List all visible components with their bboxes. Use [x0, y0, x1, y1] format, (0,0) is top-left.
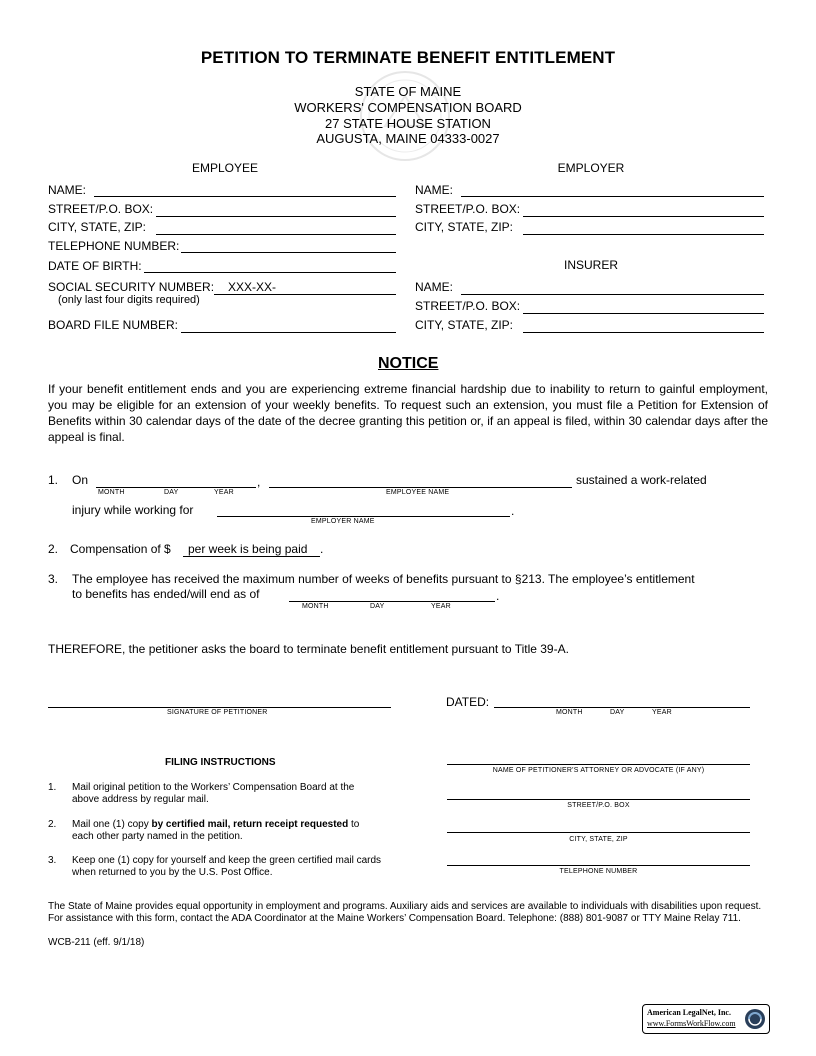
- employee-board-file-label: BOARD FILE NUMBER:: [48, 318, 179, 332]
- employee-name-item1-field[interactable]: [269, 487, 572, 488]
- dated-year-label: YEAR: [652, 709, 672, 716]
- item-1-sustained: sustained a work-related: [576, 473, 707, 487]
- employee-street-label: STREET/P.O. BOX:: [48, 202, 154, 216]
- filing-3-number: 3.: [48, 855, 57, 866]
- notice-heading: NOTICE: [378, 355, 439, 372]
- employer-name-item1-field[interactable]: [217, 516, 510, 517]
- employee-ssn-label: SOCIAL SECURITY NUMBER:: [48, 280, 215, 294]
- filing-2-text: Mail one (1) copy by certified mail, return receipt requested to each other party named in the petition.: [72, 819, 360, 842]
- employee-phone-label: TELEPHONE NUMBER:: [48, 239, 180, 253]
- attorney-phone-field[interactable]: [447, 865, 750, 866]
- filing-instructions-heading: FILING INSTRUCTIONS: [165, 757, 276, 768]
- item-2-number: 2.: [48, 542, 59, 556]
- compensation-amount-field[interactable]: [183, 556, 320, 557]
- employer-name-field[interactable]: [461, 196, 764, 197]
- employee-phone-field[interactable]: [181, 252, 396, 253]
- form-title: PETITION TO TERMINATE BENEFIT ENTITLEMENT: [200, 48, 616, 67]
- employee-name-field[interactable]: [94, 196, 396, 197]
- employee-dob-field[interactable]: [144, 272, 396, 273]
- item-3-period: .: [496, 589, 500, 603]
- item-1-number: 1.: [48, 473, 59, 487]
- employer-street-label: STREET/P.O. BOX:: [415, 202, 521, 216]
- employee-heading: EMPLOYEE: [191, 161, 259, 175]
- item-1-comma: ,: [257, 475, 261, 489]
- logo-url-link[interactable]: www.FormsWorkFlow.com: [647, 1019, 736, 1028]
- legalnet-logo[interactable]: [642, 1004, 770, 1034]
- globe-icon: [744, 1008, 766, 1030]
- item-1-on: On: [72, 473, 89, 487]
- insurer-city-field[interactable]: [523, 332, 764, 333]
- insurer-street-label: STREET/P.O. BOX:: [415, 299, 521, 313]
- employee-name-label: NAME:: [48, 183, 87, 197]
- dated-day-label: DAY: [610, 709, 625, 716]
- filing-3-text: Keep one (1) copy for yourself and keep the green certified mail cards when returned to you by the U.S. Post Office.: [72, 855, 382, 878]
- therefore-statement: THEREFORE, the petitioner asks the board to terminate benefit entitlement pursuant to Title 39-A.: [48, 642, 569, 656]
- attorney-name-field[interactable]: [447, 764, 750, 765]
- attorney-name-label: NAME OF PETITIONER'S ATTORNEY OR ADVOCATE (IF ANY): [492, 767, 705, 774]
- item-3-line-2: to benefits has ended/will end as of: [72, 587, 260, 601]
- address-line-1: STATE OF MAINE: [354, 84, 462, 99]
- attorney-city-field[interactable]: [447, 832, 750, 833]
- dated-label: DATED:: [446, 695, 490, 709]
- employee-dob-label: DATE OF BIRTH:: [48, 259, 142, 273]
- end-day-label: DAY: [370, 603, 385, 610]
- employer-city-field[interactable]: [523, 234, 764, 235]
- employee-city-label: CITY, STATE, ZIP:: [48, 220, 147, 234]
- filing-1-number: 1.: [48, 782, 57, 793]
- employee-name-item1-label: EMPLOYEE NAME: [386, 489, 450, 496]
- injury-date-field[interactable]: [96, 487, 256, 488]
- insurer-city-label: CITY, STATE, ZIP:: [415, 318, 514, 332]
- end-year-label: YEAR: [431, 603, 451, 610]
- item-2-period: .: [320, 542, 324, 556]
- item-2-text: Compensation of $: [70, 542, 171, 556]
- employee-board-file-field[interactable]: [181, 332, 396, 333]
- dated-field[interactable]: [494, 707, 750, 708]
- attorney-street-field[interactable]: [447, 799, 750, 800]
- address-line-3: 27 STATE HOUSE STATION: [325, 116, 491, 131]
- employee-street-field[interactable]: [156, 216, 396, 217]
- employee-ssn-field[interactable]: [214, 294, 396, 295]
- dated-month-label: MONTH: [556, 709, 583, 716]
- item-2-fill: per week is being paid: [188, 542, 308, 556]
- injury-month-label: MONTH: [98, 489, 125, 496]
- employer-street-field[interactable]: [523, 216, 764, 217]
- employer-name-item1-label: EMPLOYER NAME: [311, 518, 375, 525]
- signature-field[interactable]: [48, 707, 391, 708]
- notice-body: If your benefit entitlement ends and you are experiencing extreme financial hardship due to inability to return to gainful employment, you may be eligible for an extension of your weekly benefits. To request such an extension, you must file a Petition for Extension of Benefits within 30 calendar days of the date of the decree granting this petition or, if an appeal is filed, within 30 calendar days after the appeal is final.: [48, 382, 768, 444]
- insurer-name-field[interactable]: [461, 294, 764, 295]
- end-month-label: MONTH: [302, 603, 329, 610]
- address-line-4: AUGUSTA, MAINE 04333-0027: [316, 131, 500, 146]
- ada-notice: The State of Maine provides equal opportunity in employment and programs. Auxiliary aids and services are available to individuals with disabilities upon request. For assistance with this form, contact the ADA Coordinator at the Maine Workers’ Compensation Board. Telephone: (888) 801-9087 or TTY Maine Relay 711.: [48, 901, 762, 924]
- employee-ssn-note: (only last four digits required): [58, 294, 200, 306]
- attorney-phone-label: TELEPHONE NUMBER: [559, 868, 638, 875]
- insurer-heading: INSURER: [563, 258, 618, 272]
- employee-ssn-value[interactable]: XXX-XX-: [228, 280, 277, 294]
- form-id: WCB-211 (eff. 9/1/18): [48, 937, 145, 948]
- employer-city-label: CITY, STATE, ZIP:: [415, 220, 514, 234]
- injury-year-label: YEAR: [214, 489, 234, 496]
- attorney-street-label: STREET/P.O. BOX: [567, 802, 630, 809]
- injury-day-label: DAY: [164, 489, 179, 496]
- attorney-city-label: CITY, STATE, ZIP: [569, 836, 628, 843]
- item-1-period: .: [511, 504, 515, 518]
- employee-city-field[interactable]: [156, 234, 396, 235]
- address-line-2: WORKERS' COMPENSATION BOARD: [294, 100, 522, 115]
- item-1-injury-text: injury while working for: [72, 503, 194, 517]
- filing-2-number: 2.: [48, 819, 57, 830]
- benefit-end-date-field[interactable]: [289, 601, 495, 602]
- employer-heading: EMPLOYER: [557, 161, 625, 175]
- item-3-number: 3.: [48, 572, 59, 586]
- insurer-name-label: NAME:: [415, 280, 454, 294]
- filing-1-text: Mail original petition to the Workers’ Compensation Board at the above address by regular mail.: [72, 782, 355, 805]
- insurer-street-field[interactable]: [523, 313, 764, 314]
- signature-label: SIGNATURE OF PETITIONER: [167, 709, 268, 716]
- item-3-line-1: The employee has received the maximum number of weeks of benefits pursuant to §213. The employee’s entitlement: [72, 572, 695, 586]
- employer-name-label: NAME:: [415, 183, 454, 197]
- logo-company-name: American LegalNet, Inc.: [647, 1008, 731, 1017]
